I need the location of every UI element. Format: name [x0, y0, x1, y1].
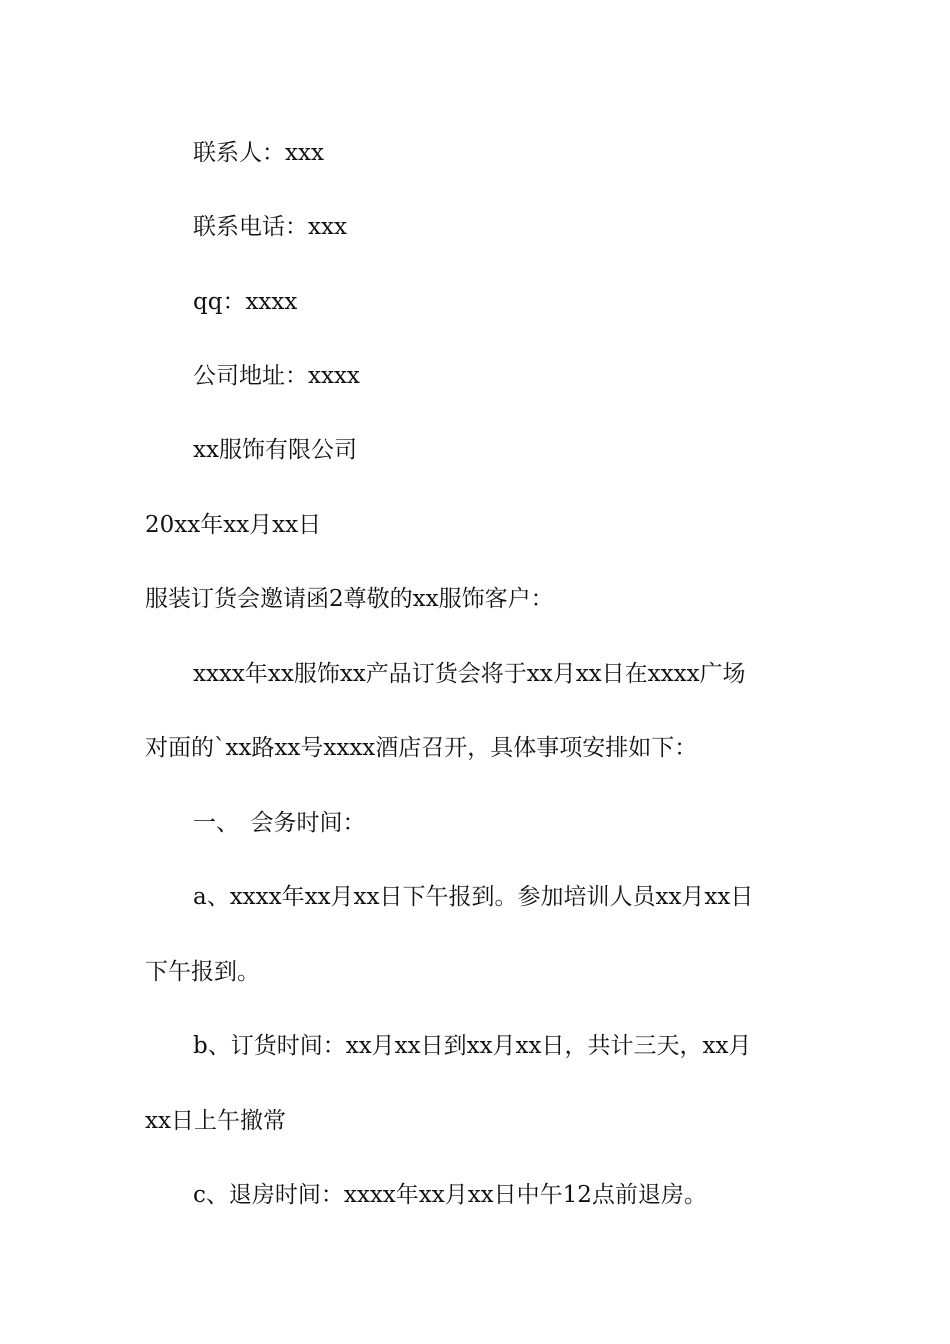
list-item-continuation-line: 下午报到。 — [145, 959, 260, 985]
list-item-line: c、退房时间：xxxx年xx月xx日中午12点前退房。 — [193, 1182, 707, 1208]
contact-person-line: 联系人：xxx — [193, 140, 324, 166]
contact-phone-line: 联系电话：xxx — [193, 214, 347, 240]
paragraph-line: 对面的`xx路xx号xxxx酒店召开，具体事项安排如下： — [145, 735, 698, 761]
company-name-line: xx服饰有限公司 — [193, 437, 357, 463]
company-address-line: 公司地址：xxxx — [193, 363, 360, 389]
list-item-line: a、xxxx年xx月xx日下午报到。参加培训人员xx月xx日 — [193, 884, 754, 910]
list-item-line: b、订货时间：xx月xx日到xx月xx日，共计三天，xx月 — [193, 1033, 752, 1059]
qq-line: qq：xxxx — [193, 289, 298, 315]
paragraph-line: xxxx年xx服饰xx产品订货会将于xx月xx日在xxxx广场 — [193, 661, 746, 687]
list-item-continuation-line: xx日上午撤常 — [145, 1108, 286, 1134]
section-heading-line: 一、 会务时间： — [193, 810, 366, 836]
date-line: 20xx年xx月xx日 — [145, 512, 322, 538]
invitation-heading-line: 服装订货会邀请函2尊敬的xx服饰客户： — [145, 586, 554, 612]
